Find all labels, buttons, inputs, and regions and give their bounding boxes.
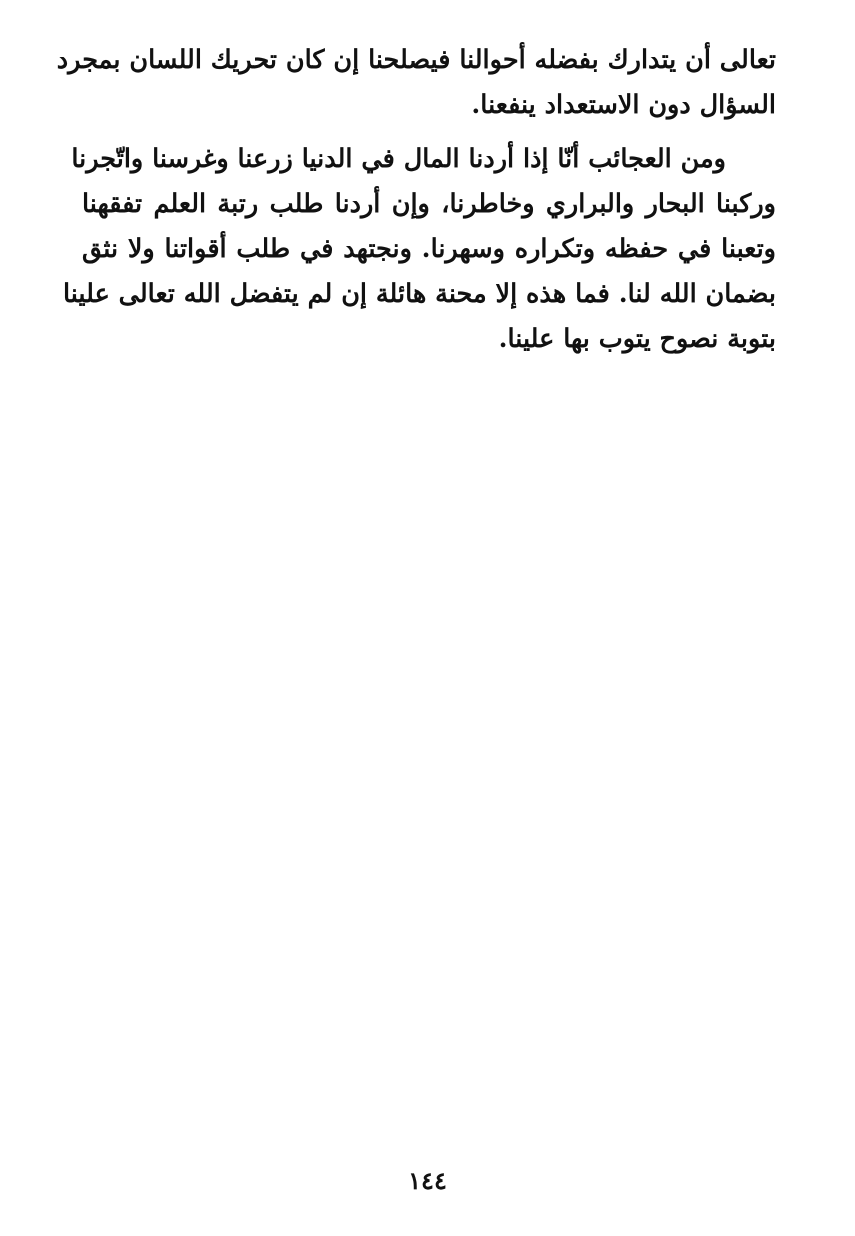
paragraph-line: تعالى أن يتدارك بفضله أحوالنا فيصلحنا إن كان تحريك اللسان بمجرد bbox=[56, 45, 776, 75]
paragraph-line: السؤال دون الاستعداد ينفعنا. bbox=[471, 90, 776, 120]
body-text bbox=[56, 38, 776, 362]
paragraph-2 bbox=[62, 137, 776, 362]
paragraph-line: وركبنا البحار والبراري وخاطرنا، وإن أردنا طلب رتبة العلم تفقهنا bbox=[82, 189, 776, 219]
paragraph-line: ومن العجائب أنّا إذا أردنا المال في الدنيا زرعنا وغرسنا واتّجرنا bbox=[71, 144, 726, 174]
paragraph-line: بضمان الله لنا. فما هذه إلا محنة هائلة إن لم يتفضل الله تعالى علينا bbox=[62, 279, 776, 309]
paragraph-line: بتوبة نصوح يتوب بها علينا. bbox=[498, 324, 776, 354]
paragraph-1 bbox=[56, 38, 776, 128]
paragraph-line: وتعبنا في حفظه وتكراره وسهرنا. ونجتهد في طلب أقواتنا ولا نثق bbox=[82, 234, 776, 264]
page-number: ١٤٤ bbox=[408, 1166, 447, 1195]
